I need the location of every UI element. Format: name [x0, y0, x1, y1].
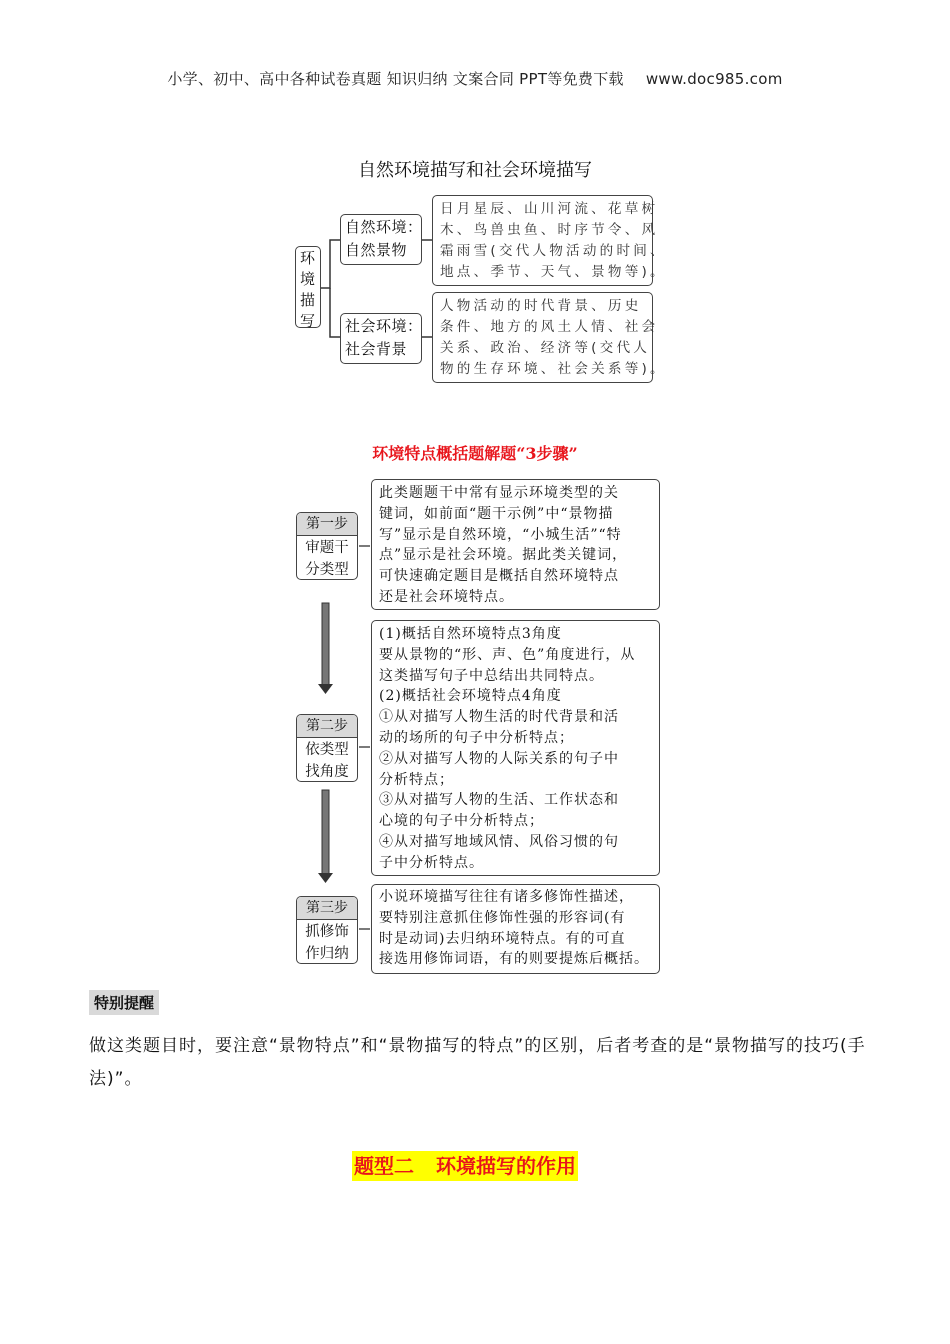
step1-box	[296, 512, 358, 580]
diagram2-title: 环境特点概括题解题“3步骤”	[372, 444, 578, 463]
down-arrow-1	[318, 603, 333, 694]
branch-natural-detail: 日月星辰、山川河流、花草树 木、鸟兽虫鱼、时序节令、风 霜雨雪(交代人物活动的时间、 地点、季节、天气、景物等)。	[440, 201, 667, 280]
tip-label: 特别提醒	[89, 990, 159, 1015]
section-part1: 题型二	[354, 1154, 414, 1178]
step2-head: 第二步	[297, 715, 357, 738]
step1-head: 第一步	[297, 513, 357, 536]
step1-content: 此类题题干中常有显示环境类型的关 键词，如前面“题干示例”中“景物描 写”显示是自然环境，“小城生活”“特 点”显示是社会环境。据此类关键词， 可快速确定题目是概括自然环境特点 还是社会环境特点。	[379, 485, 628, 605]
step2-body: 依类型 找角度	[305, 742, 349, 780]
step2-content: (1)概括自然环境特点3角度 要从景物的“形、声、色”角度进行，从 这类描写句子中总结出共同特点。 (2)概括社会环境特点4角度 ①从对描写人物生活的时代背景和活 动的场所的句子中分析特点； ②从对描写人物的人际关系的句子中 分析特点； ③从对描写人物的生活、工作状态和 心境的句子中分析特点； ④从对描写地域风情、风俗习惯的句 子中分析特点。	[379, 626, 636, 871]
step3-head: 第三步	[297, 897, 357, 920]
branch-social-label: 社会环境： 社会背景	[345, 317, 423, 358]
step3-content: 小说环境描写往往有诸多修饰性描述， 要特别注意抓住修饰性强的形容词(有 时是动词)去归纳环境特点。有的可直 接选用修饰词语，有的则要提炼后概括。	[379, 889, 649, 968]
step3-body: 抓修饰 作归纳	[305, 924, 349, 962]
branch-social-detail: 人物活动的时代背景、历史 条件、地方的风土人情、社会 关系、政治、经济等(交代人 物的生存环境、社会关系等)。	[440, 298, 667, 377]
step1-body: 审题干 分类型	[305, 540, 349, 578]
step2-box	[296, 714, 358, 782]
tip-text: 做这类题目时，要注意“景物特点”和“景物描写的特点”的区别，后者考查的是“景物描写的技巧(手法)”。	[89, 1036, 866, 1089]
diagram1-title: 自然环境描写和社会环境描写	[358, 160, 592, 181]
down-arrow-2	[318, 790, 333, 883]
step3-box	[296, 896, 358, 964]
header-text: 小学、初中、高中各种试卷真题 知识归纳 文案合同 PPT等免费下载	[167, 70, 624, 88]
header-url[interactable]: www.doc985.com	[645, 70, 783, 88]
diagram1-root-label: 环 境 描 写	[299, 249, 316, 330]
section-banner	[352, 1151, 578, 1181]
section-part2: 环境描写的作用	[436, 1154, 576, 1178]
branch-natural-label: 自然环境： 自然景物	[345, 218, 423, 259]
